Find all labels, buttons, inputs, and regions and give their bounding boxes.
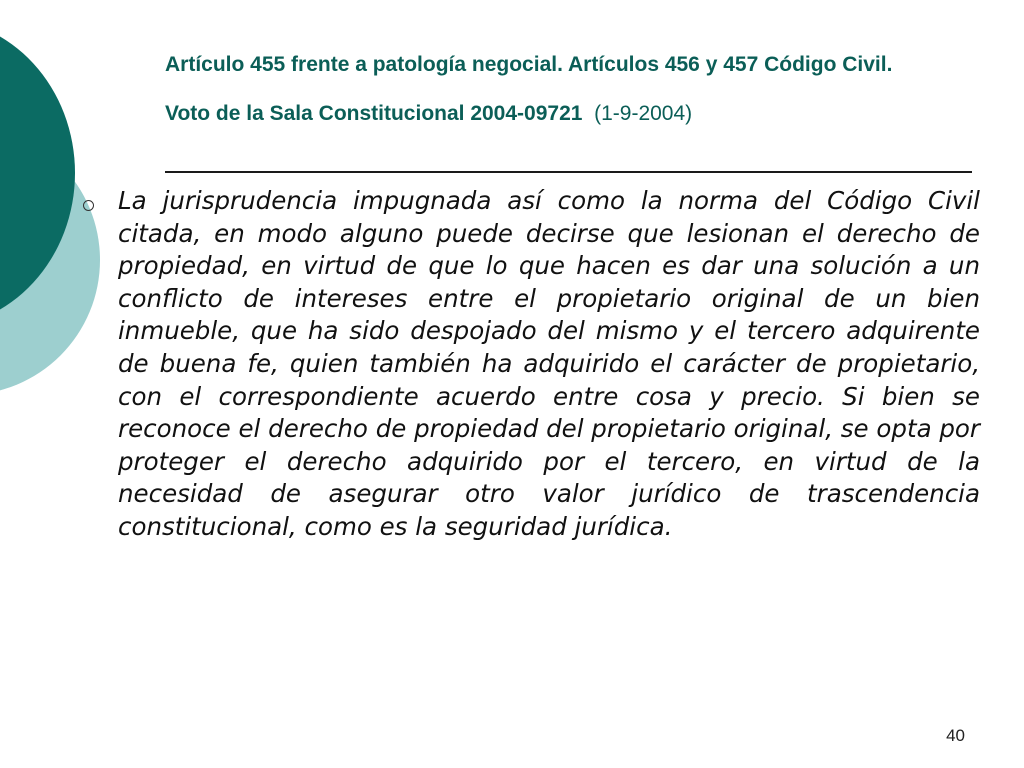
hollow-circle-bullet-icon <box>83 200 94 211</box>
title-divider <box>165 171 972 173</box>
title-date: (1-9-2004) <box>594 102 693 125</box>
page-number: 40 <box>946 726 965 745</box>
title-main: Artículo 455 frente a patología negocial. Artículos 456 y 457 Código Civil. Voto de la Sala Constitucional 2004-09721 <box>165 53 893 125</box>
bullet-paragraph: La jurisprudencia impugnada así como la norma del Código Civil citada, en modo alguno puede decirse que lesionan el derecho de propiedad, en virtud de que lo que hacen es dar una solución a un conflicto de intereses entre el propietario original de un bien inmueble, que ha sido despojado del mismo y el tercero adquirente de buena fe, quien también ha adquirido el carácter de propietario, con el correspondiente acuerdo entre cosa y precio. Si bien se reconoce el derecho de propiedad del propietario original, se opta por proteger el derecho adquirido por el tercero, en virtud de la necesidad de asegurar otro valor jurídico de trascendencia constitucional, como es la seguridad jurídica. <box>118 186 980 541</box>
slide-title <box>165 40 925 138</box>
